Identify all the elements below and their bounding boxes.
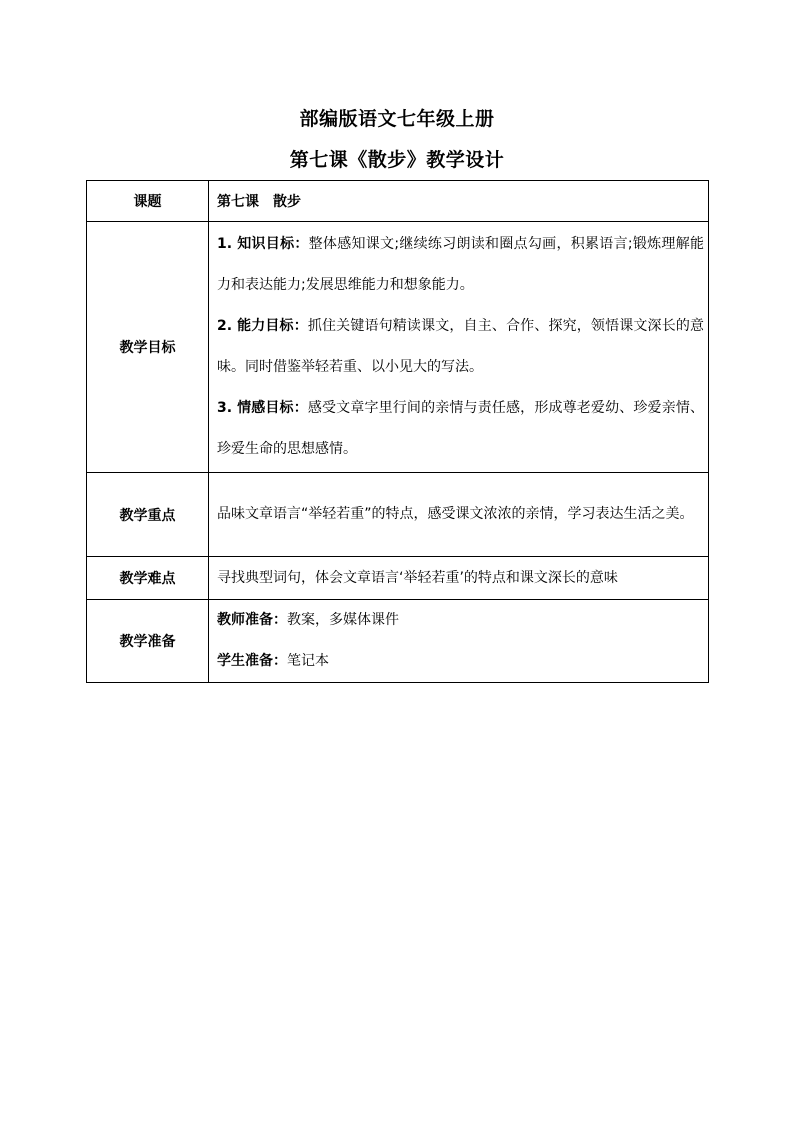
- goal-emotion: [217, 388, 704, 470]
- goal-ability-text: 抓住关键语句精读课文，自主、合作、探究，领悟课文深长的意味。同时借鉴举轻若重、以小见大的写法。: [217, 318, 704, 375]
- key-points-cell: [209, 473, 709, 557]
- topic-cell: [209, 181, 709, 222]
- preparation-cell: [209, 600, 709, 683]
- student-preparation: [217, 641, 704, 682]
- lesson-plan-table: [86, 180, 709, 683]
- table-row-topic: [87, 181, 709, 222]
- goal-knowledge-text: 整体感知课文;继续练习朗读和圈点勾画，积累语言;锻炼理解能力和表达能力;发展思维能力和想象能力。: [217, 236, 704, 293]
- key-points-text: 品味文章语言“举轻若重”的特点，感受课文浓浓的亲情，学习表达生活之美。: [217, 506, 694, 522]
- goal-emotion-text: 感受文章字里行间的亲情与责任感，形成尊老爱幼、珍爱亲情、珍爱生命的思想感情。: [217, 400, 704, 457]
- difficulties-text: 寻找典型词句，体会文章语言‘举轻若重’的特点和课文深长的意味: [217, 569, 618, 586]
- document-subtitle: 第七课《散步》教学设计: [289, 149, 505, 171]
- preparation-label: 教学准备: [87, 600, 209, 683]
- goal-ability-prefix: 2. 能力目标：: [217, 318, 308, 334]
- key-points-label: 教学重点: [87, 473, 209, 557]
- difficulties-cell: [209, 557, 709, 600]
- student-preparation-prefix: 学生准备：: [217, 653, 287, 669]
- student-preparation-text: 笔记本: [287, 653, 329, 669]
- goals-cell: [209, 222, 709, 473]
- document-title: 部编版语文七年级上册: [299, 108, 495, 130]
- goal-knowledge-prefix: 1. 知识目标：: [217, 236, 309, 252]
- topic-label: 课题: [87, 181, 209, 222]
- topic-value: 第七课 散步: [217, 194, 301, 210]
- table-row-preparation: [87, 600, 709, 683]
- table-row-goals: [87, 222, 709, 473]
- teacher-preparation-text: 教案，多媒体课件: [287, 612, 399, 628]
- goal-knowledge: [217, 224, 704, 306]
- teacher-preparation: [217, 600, 704, 641]
- goal-ability: [217, 306, 704, 388]
- goal-emotion-prefix: 3. 情感目标：: [217, 400, 308, 416]
- table-row-difficulties: [87, 557, 709, 600]
- table-row-key-points: [87, 473, 709, 557]
- teacher-preparation-prefix: 教师准备：: [217, 612, 287, 628]
- difficulties-label: 教学难点: [87, 557, 209, 600]
- goals-label: 教学目标: [87, 222, 209, 473]
